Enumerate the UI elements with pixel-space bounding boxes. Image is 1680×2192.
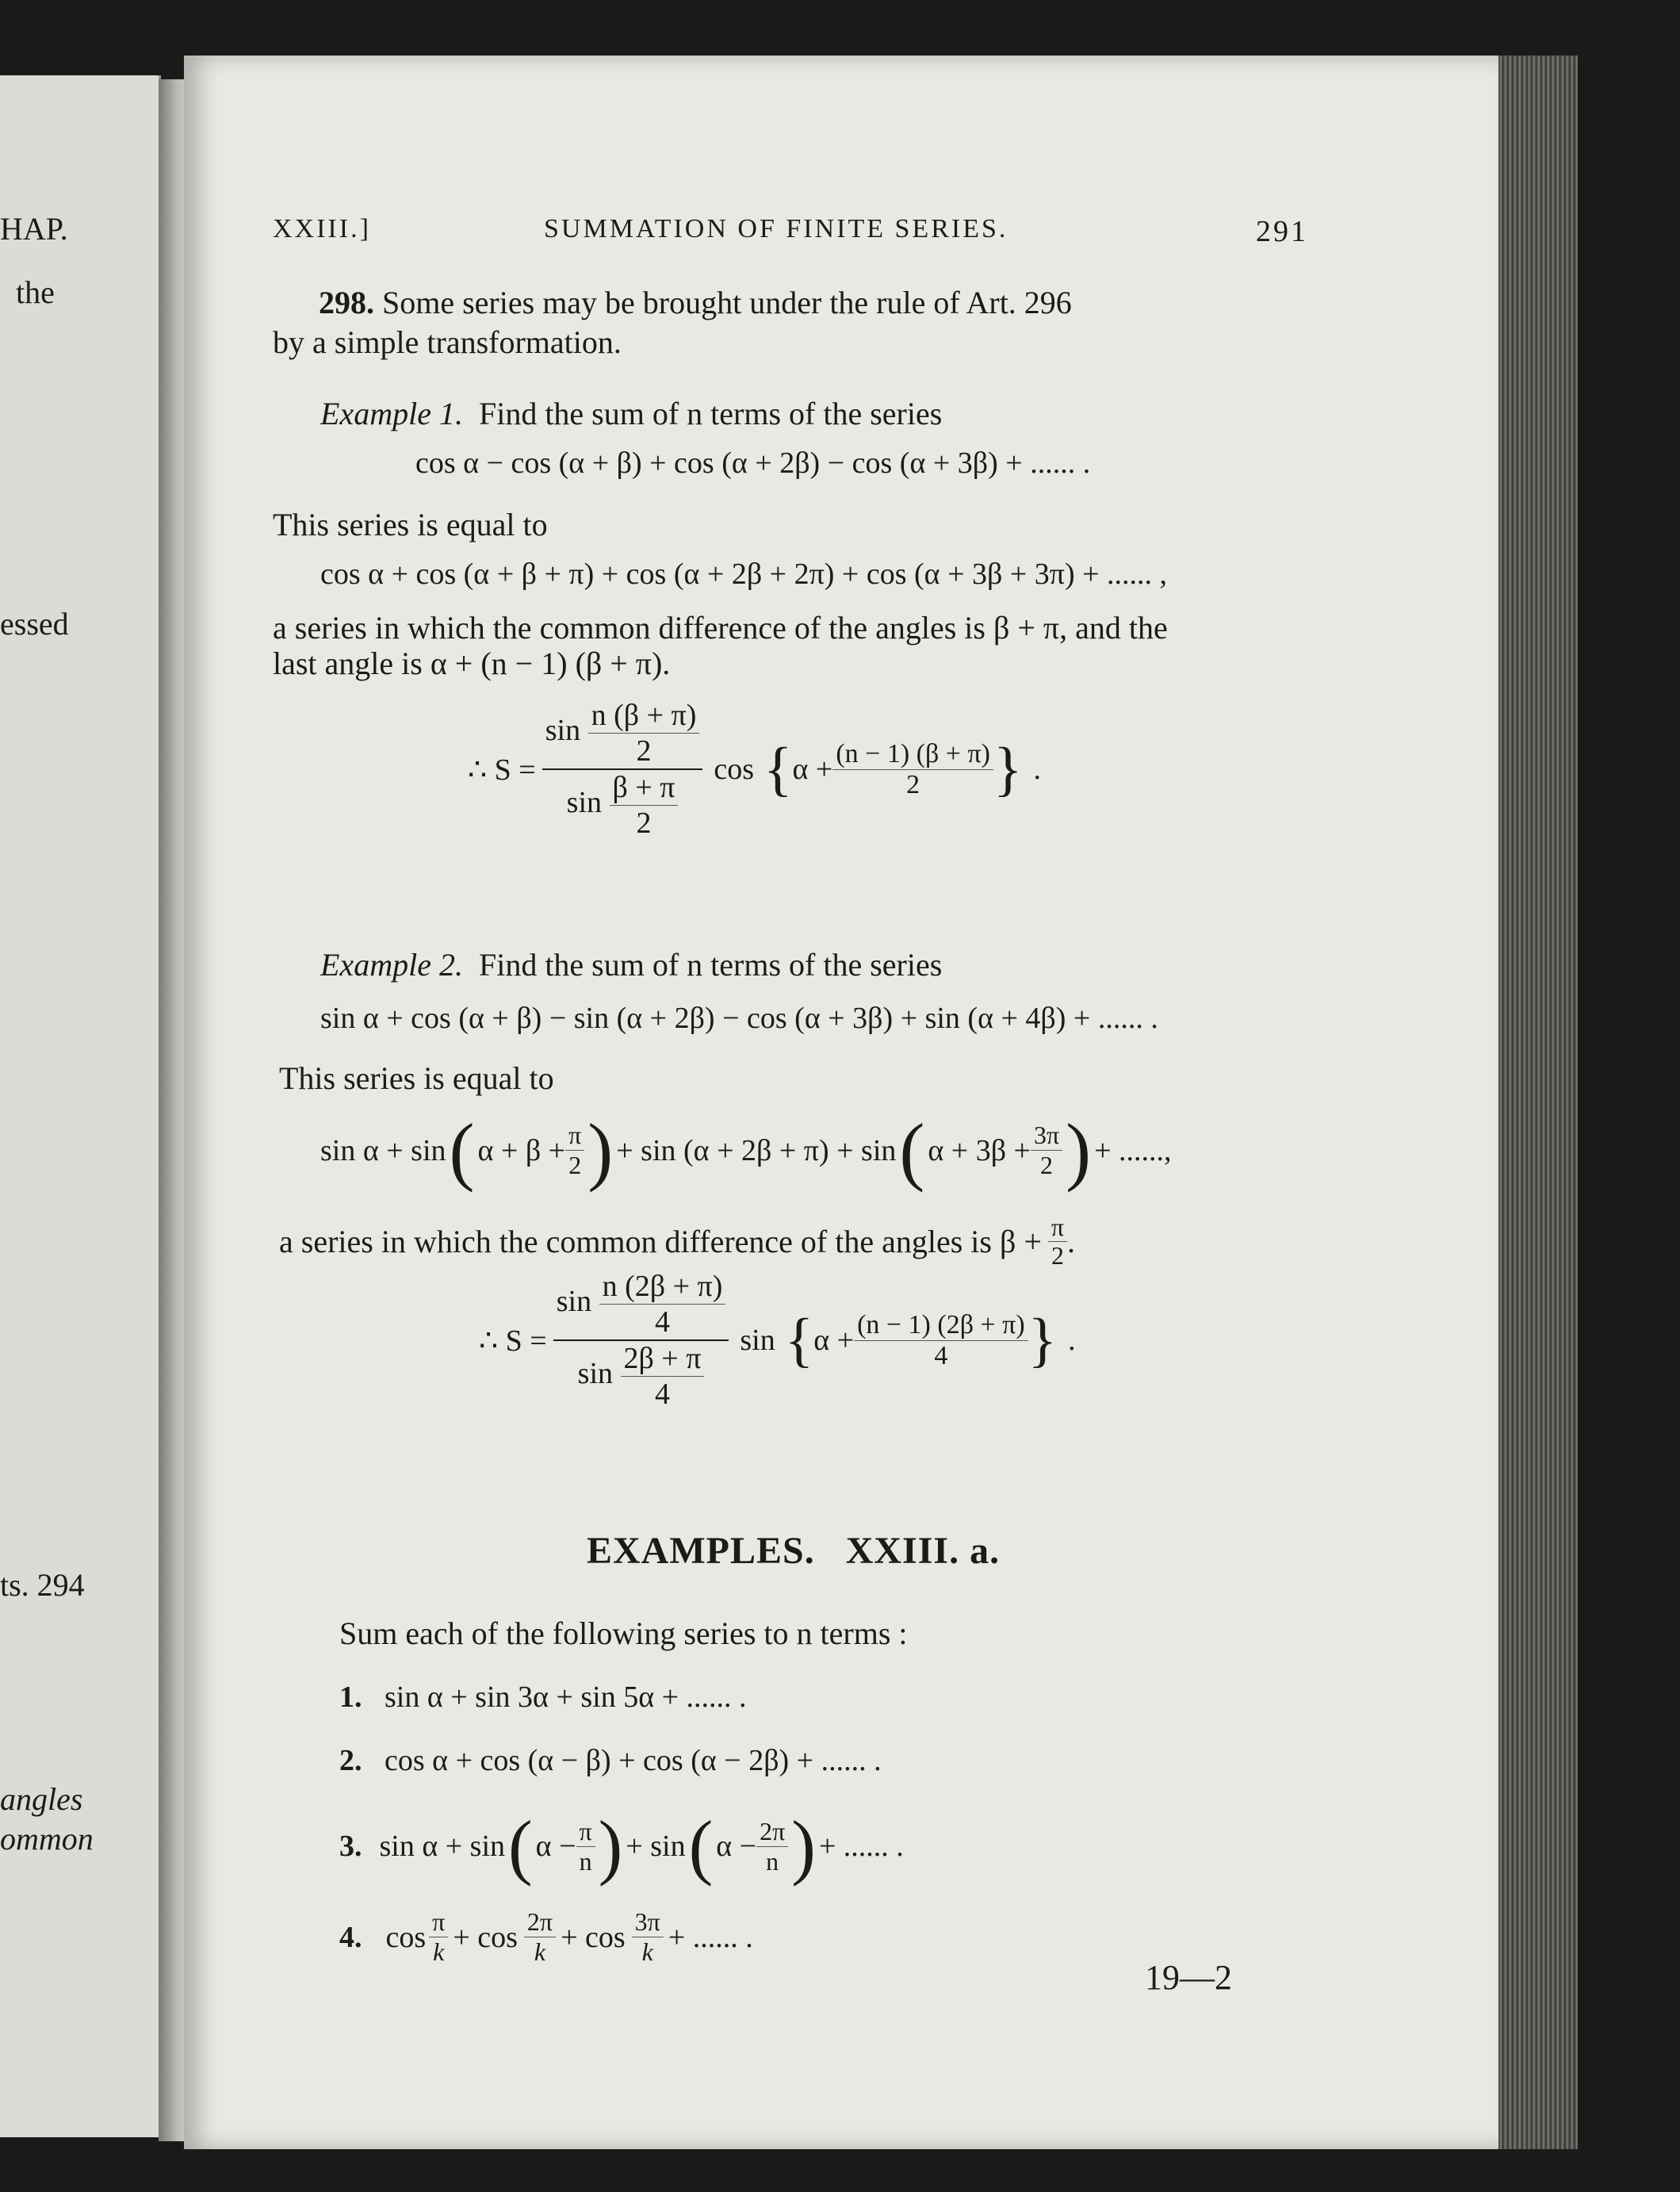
example-1-equivalent-series: cos α + cos (α + β + π) + cos (α + 2β + 2π) + cos (α + 3β + 3π) + ...... ,: [320, 558, 1168, 591]
example-1-label: Example 1.: [320, 396, 463, 431]
example-2-label: Example 2.: [320, 947, 463, 983]
two-pi-over-n-fraction: $\frac{2\pi}{n}$: [756, 1817, 788, 1876]
example-2-heading: [320, 948, 942, 983]
article-number: 298.: [319, 285, 374, 320]
left-page-fragment: the: [16, 274, 55, 310]
formula-end: .: [1033, 753, 1041, 786]
close-paren: ): [1066, 1108, 1092, 1193]
examples-section-title: EXAMPLES. XXIII. a.: [587, 1530, 1001, 1572]
open-paren: (: [688, 1806, 714, 1887]
example-2-series: sin α + cos (α + β) − sin (α + 2β) − cos (α + 3β) + sin (α + 4β) + ...... .: [320, 1002, 1158, 1035]
open-paren: (: [899, 1108, 925, 1193]
example-2-equal-to: This series is equal to: [279, 1060, 554, 1096]
sine-function: sin: [566, 786, 603, 820]
close-paren: ): [587, 1108, 614, 1193]
left-page-fragment: HAP.: [0, 211, 68, 247]
open-paren: (: [449, 1108, 475, 1193]
denominator-fraction: $\frac{2\beta + \pi}{4}$: [621, 1341, 705, 1412]
open-brace: {: [763, 735, 793, 803]
two-pi-over-k-fraction: $\frac{2\pi}{k}$: [524, 1907, 556, 1967]
pi-over-2-fraction: $\frac{\pi}{2}$: [565, 1121, 584, 1180]
examples-instruction: Sum each of the following series to n terms :: [339, 1615, 908, 1651]
open-brace: {: [784, 1306, 814, 1374]
sine-function: sin: [577, 1357, 614, 1391]
three-pi-over-k-fraction: $\frac{3\pi}{k}$: [632, 1907, 664, 1967]
three-pi-over-2-fraction: $\frac{3\pi}{2}$: [1031, 1121, 1062, 1180]
example-1-note-line-1: a series in which the common difference of the angles is β + π, and the: [273, 610, 1168, 646]
example-1-prompt: Find the sum of n terms of the series: [478, 396, 943, 431]
main-fraction: [553, 1269, 729, 1412]
example-1-equal-to: This series is equal to: [273, 507, 548, 542]
example-1-heading: [320, 397, 942, 431]
example-2-note: a series in which the common difference of the angles is β + $\frac{\pi}{2}$ .: [279, 1213, 1076, 1270]
sine-function: sin: [740, 1324, 775, 1357]
close-brace: }: [1028, 1306, 1058, 1374]
signature-mark: 19—2: [1145, 1958, 1232, 1997]
argument-fraction: $\frac{(n - 1) (\beta + \pi)}{2}$: [832, 739, 993, 800]
left-page-fragment: ommon: [0, 1821, 94, 1857]
article-paragraph: [319, 285, 1072, 320]
formula-end: .: [1068, 1324, 1076, 1357]
argument-prefix: α +: [813, 1324, 855, 1357]
example-1-result: [468, 698, 1041, 841]
numerator-fraction: $\frac{n (2\beta + \pi)}{4}$: [599, 1269, 726, 1339]
exercise-item: 2. cos α + cos (α − β) + cos (α − 2β) + ...... .: [339, 1744, 882, 1777]
page-number: 291: [1256, 215, 1308, 248]
close-paren: ): [598, 1806, 623, 1887]
chapter-label: XXIII.]: [273, 214, 371, 243]
close-brace: }: [993, 735, 1023, 803]
therefore-s-equals: ∴ S =: [479, 1324, 547, 1358]
exercise-item: 1. sin α + sin 3α + sin 5α + ...... .: [339, 1680, 747, 1714]
page-edges: [1498, 56, 1578, 2149]
numerator-fraction: $\frac{n (\beta + \pi)}{2}$: [588, 698, 700, 768]
open-paren: (: [508, 1806, 533, 1887]
cosine-function: cos: [714, 753, 755, 786]
exercise-item: 3. sin α + sin ( α − $\frac{\pi}{n}$ ) + sin ( α − $\frac{2\pi}{n}$ ) + ...... .: [339, 1806, 904, 1887]
denominator-fraction: $\frac{\beta + \pi}{2}$: [610, 770, 679, 841]
argument-fraction: $\frac{(n - 1) (2\beta + \pi)}{4}$: [854, 1310, 1028, 1371]
article-text-line-2: by a simple transformation.: [273, 324, 622, 360]
argument-prefix: α +: [792, 753, 833, 786]
therefore-s-equals: ∴ S =: [468, 753, 536, 787]
sine-function: sin: [556, 1285, 592, 1319]
example-2-equivalent-series: sin α + sin ( α + β + $\frac{\pi}{2}$ ) + sin (α + 2β + π) + sin ( α + 3β + $\frac{3\pi}{2}$ ) + ......,: [320, 1108, 1172, 1193]
example-1-note-line-2: last angle is α + (n − 1) (β + π).: [273, 646, 671, 681]
example-2-result: [479, 1269, 1076, 1412]
pi-over-2-fraction: $\frac{\pi}{2}$: [1048, 1213, 1067, 1270]
left-page-fragment: essed: [0, 606, 69, 642]
facing-page: [0, 75, 161, 2137]
running-title: SUMMATION OF FINITE SERIES.: [544, 214, 1008, 243]
sine-function: sin: [545, 714, 581, 748]
pi-over-k-fraction: $\frac{\pi}{k}$: [429, 1907, 448, 1967]
left-page-fragment: angles: [0, 1781, 83, 1817]
left-page-fragment: ts. 294: [0, 1567, 85, 1603]
main-fraction: [542, 698, 703, 841]
book-page: [184, 56, 1500, 2149]
example-1-series: cos α − cos (α + β) + cos (α + 2β) − cos (α + 3β) + ...... .: [415, 446, 1091, 480]
exercise-item: 4. cos $\frac{\pi}{k}$ + cos $\frac{2\pi}{k}$ + cos $\frac{3\pi}{k}$ + ...... .: [339, 1907, 753, 1966]
article-text-line-1: Some series may be brought under the rule of Art. 296: [382, 285, 1072, 320]
close-paren: ): [791, 1806, 816, 1887]
pi-over-n-fraction: $\frac{\pi}{n}$: [576, 1817, 595, 1876]
example-2-prompt: Find the sum of n terms of the series: [478, 947, 943, 983]
